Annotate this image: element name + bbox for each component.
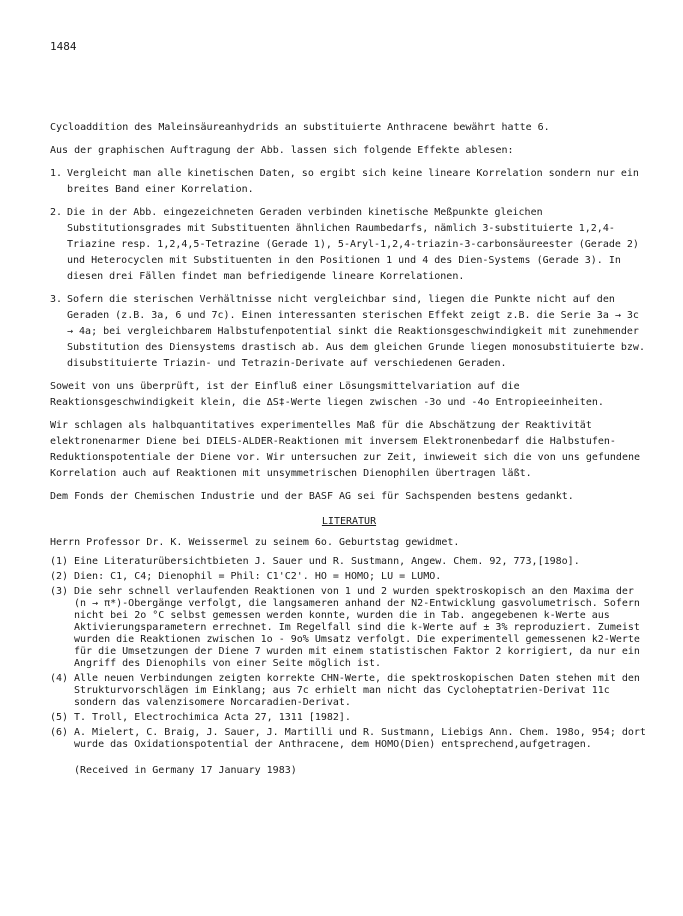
reference-number: (2) [50, 571, 69, 582]
reference-number: (3) [50, 586, 69, 597]
lead-paragraph: Aus der graphischen Auftragung der Abb. lassen sich folgende Effekte ablesen: [50, 145, 514, 156]
list-item-text: Sofern die sterischen Verhältnisse nicht vergleichbar sind, liegen die Punkte nicht auf den Geraden (z.B. 3a, 6 und 7c). Einen interessanten sterischen Effekt zeigt z.B. die Serie 3a → 3c → 4a; bei vergleichbarem Halbstufenpotential sinkt die Reaktionsgeschwindigkeit mit zunehmender Substitution des Diensystems drastisch ab. Aus dem gleichen Grunde liegen monosubstituierte bzw. disubstituierte Triazin- und Tetrazin-Derivate auf verschiedenen Geraden. [67, 294, 645, 369]
reference-text: Eine Literaturübersichtbieten J. Sauer und R. Sustmann, Angew. Chem. 92, 773,[198o]. [74, 556, 580, 567]
references-heading: LITERATUR [321, 516, 377, 527]
thanks-paragraph: Dem Fonds der Chemischen Industrie und der BASF AG sei für Sachspenden bestens gedankt. [50, 491, 574, 502]
body-text [50, 120, 648, 779]
list-item [50, 292, 648, 372]
reference-text: Dien: C1, C4; Dienophil = Phil: C1'C2'. HO = HOMO; LU = LUMO. [74, 571, 442, 582]
list-item-number: 2. [50, 207, 63, 218]
received-date: (Received in Germany 17 January 1983) [74, 765, 297, 776]
reference-text: Alle neuen Verbindungen zeigten korrekte CHN-Werte, die spektroskopischen Daten stehen mit den Strukturvorschlägen im Einklang; aus 7c erhielt man nicht das Cycloheptatrien-Derivat 11c sondern das valenzisomere Norcaradien-Derivat. [74, 673, 640, 708]
reference-item [50, 727, 648, 751]
reference-item [50, 556, 648, 568]
reference-text: A. Mielert, C. Braig, J. Sauer, J. Martilli und R. Sustmann, Liebigs Ann. Chem. 198o, 954; dort wurde das Oxidationspotential der Anthracene, dem HOMO(Dien) entsprechend,aufgetragen. [74, 727, 646, 750]
list-item-text: Vergleicht man alle kinetischen Daten, so ergibt sich keine lineare Korrelation sondern nur ein breites Band einer Korrelation. [67, 168, 639, 195]
proposal-paragraph: Wir schlagen als halbquantitatives experimentelles Maß für die Abschätzung der Reaktivität elektronenarmer Diene bei DIELS-ALDER-Reaktionen mit inversem Elektronenbedarf die Halbstufen-Reduktionspotentiale der Diene vor. Wir untersuchen zur Zeit, inwieweit sich die von uns gefundene Korrelation auch auf Reaktionen mit unsymmetrischen Dienophilen übertragen läßt. [50, 420, 641, 479]
reference-item [50, 586, 648, 670]
list-item-number: 1. [50, 168, 63, 179]
solvent-paragraph: Soweit von uns überprüft, ist der Einfluß einer Lösungsmittelvariation auf die Reaktionsgeschwindigkeit klein, die ΔS‡-Werte liegen zwischen -3o und -4o Entropieeinheiten. [50, 381, 604, 408]
reference-text: T. Troll, Electrochimica Acta 27, 1311 [1982]. [74, 712, 351, 723]
list-item-number: 3. [50, 294, 63, 305]
page-number: 1484 [50, 40, 77, 53]
reference-number: (6) [50, 727, 69, 738]
reference-item [50, 712, 648, 724]
list-item-text: Die in der Abb. eingezeichneten Geraden verbinden kinetische Meßpunkte gleichen Substitutionsgrades mit Substituenten ähnlichen Raumbedarfs, nämlich 3-substituierte 1,2,4-Triazine resp. 1,2,4,5-Tetrazine (Gerade 1), 5-Aryl-1,2,4-triazin-3-carbonsäureester (Gerade 2) und Heterocyclen mit Substituenten in den Positionen 1 und 4 des Dien-Systems (Gerade 3). In diesen drei Fällen findet man befriedigende lineare Korrelationen. [67, 207, 639, 282]
reference-item [50, 673, 648, 709]
intro-paragraph: Cycloaddition des Maleinsäureanhydrids an substituierte Anthracene bewährt hatte 6. [50, 122, 550, 133]
dedication: Herrn Professor Dr. K. Weissermel zu seinem 6o. Geburtstag gewidmet. [50, 537, 460, 548]
reference-number: (1) [50, 556, 69, 567]
reference-number: (5) [50, 712, 69, 723]
reference-number: (4) [50, 673, 69, 684]
reference-item [50, 571, 648, 583]
reference-text: Die sehr schnell verlaufenden Reaktionen von 1 und 2 wurden spektroskopisch an den Maxima der (n → π*)-Obergänge verfolgt, die langsameren anhand der N2-Entwicklung gasvolumetrisch. Sofern nicht bei 2o °C selbst gemessen werden konnte, wurden die in Tab. angegebenen k-Werte aus Aktivierungsparametern errechnet. Im Regelfall sind die k-Werte auf ± 3% reproduziert. Zumeist wurden die Reaktionen zwischen 1o - 9o% Umsatz verfolgt. Die experimentell gemessenen k2-Werte für die Umsetzungen der Diene 7 wurden mit einem statistischen Faktor 2 korrigiert, da nur ein Angriff des Dienophils von einer Seite möglich ist. [74, 586, 640, 669]
list-item [50, 205, 648, 285]
list-item [50, 166, 648, 198]
